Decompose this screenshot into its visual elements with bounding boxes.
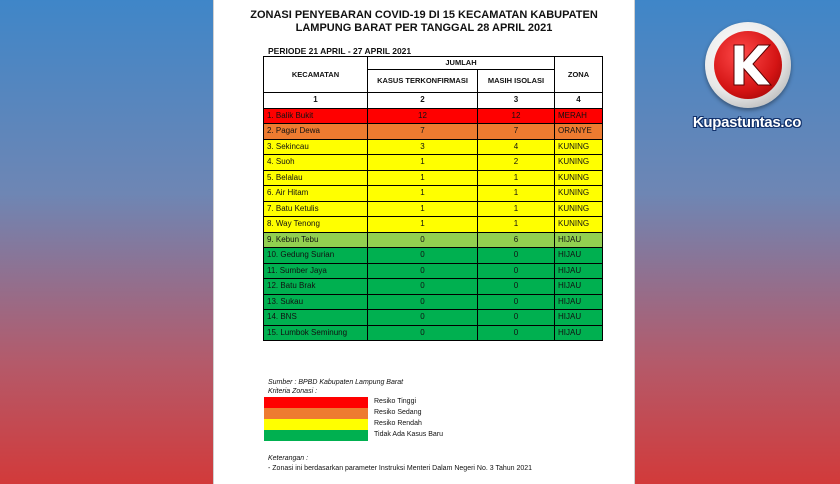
legend-label: Resiko Sedang [374,409,422,416]
cell-kasus: 1 [368,155,478,171]
table-row [264,170,603,186]
cell-zona: KUNING [555,155,603,171]
keterangan-text: - Zonasi ini berdasarkan parameter Instruksi Menteri Dalam Negeri No. 3 Tahun 2021 [268,465,533,472]
cell-kecamatan: 2. Pagar Dewa [264,124,368,140]
cell-kecamatan: 6. Air Hitam [264,186,368,202]
cell-kecamatan: 5. Belalau [264,170,368,186]
legend-swatch [264,408,368,419]
cell-kecamatan: 9. Kebun Tebu [264,232,368,248]
kriteria-label: Kriteria Zonasi : [268,388,318,395]
cell-kasus: 0 [368,294,478,310]
table-row [264,279,603,295]
document-title [214,9,634,35]
table-row [264,294,603,310]
cell-kecamatan: 11. Sumber Jaya [264,263,368,279]
cell-zona: KUNING [555,186,603,202]
cell-isolasi: 0 [478,325,555,341]
legend-label: Tidak Ada Kasus Baru [374,431,444,438]
cell-kasus: 3 [368,139,478,155]
cell-kasus: 0 [368,232,478,248]
title-line-2: LAMPUNG BARAT PER TANGGAL 28 APRIL 2021 [295,22,553,34]
cell-isolasi: 1 [478,201,555,217]
cell-kasus: 0 [368,248,478,264]
cell-kasus: 0 [368,310,478,326]
cell-isolasi: 0 [478,294,555,310]
legend-swatch [264,419,368,430]
cell-zona: HIJAU [555,263,603,279]
source-text: Sumber : BPBD Kabupaten Lampung Barat [268,379,404,386]
cell-zona: KUNING [555,139,603,155]
logo-wordmark: Kupastuntas.co [692,114,802,131]
legend-label: Resiko Rendah [374,420,422,427]
cell-kecamatan: 15. Lumbok Seminung [264,325,368,341]
legend-swatch [264,397,368,408]
cell-kecamatan: 10. Gedung Surian [264,248,368,264]
cell-zona: KUNING [555,201,603,217]
table-row [264,186,603,202]
cell-kasus: 1 [368,201,478,217]
legend-label: Resiko Tinggi [374,398,417,405]
table-row [264,325,603,341]
cell-kecamatan: 12. Batu Brak [264,279,368,295]
cell-isolasi: 1 [478,170,555,186]
cell-kasus: 1 [368,186,478,202]
header-num-4: 4 [555,93,603,109]
cell-isolasi: 0 [478,263,555,279]
table-row [264,248,603,264]
cell-zona: HIJAU [555,294,603,310]
cell-kasus: 1 [368,217,478,233]
header-kecamatan: KECAMATAN [264,57,368,93]
cell-isolasi: 12 [478,108,555,124]
table-row [264,124,603,140]
cell-kasus: 0 [368,279,478,295]
periode-label: PERIODE 21 APRIL - 27 APRIL 2021 [268,46,412,56]
cell-zona: HIJAU [555,232,603,248]
cell-zona: ORANYE [555,124,603,140]
cell-isolasi: 0 [478,279,555,295]
header-isolasi: MASIH ISOLASI [478,70,555,93]
k-logo-icon [714,31,782,99]
table-row [264,139,603,155]
source-note [268,378,403,396]
header-num-1: 1 [264,93,368,109]
cell-kasus: 1 [368,170,478,186]
cell-kecamatan: 14. BNS [264,310,368,326]
cell-kecamatan: 4. Suoh [264,155,368,171]
title-line-1: ZONASI PENYEBARAN COVID-19 DI 15 KECAMATAN KABUPATEN [250,9,598,21]
cell-isolasi: 0 [478,248,555,264]
logo-badge [705,22,791,108]
header-kasus: KASUS TERKONFIRMASI [368,70,478,93]
table-row [264,155,603,171]
cell-zona: HIJAU [555,310,603,326]
zonasi-table [263,56,603,341]
cell-isolasi: 2 [478,155,555,171]
cell-kasus: 0 [368,325,478,341]
keterangan-label: Keterangan : [268,455,309,462]
cell-zona: HIJAU [555,248,603,264]
cell-kasus: 12 [368,108,478,124]
cell-kasus: 7 [368,124,478,140]
cell-kecamatan: 8. Way Tenong [264,217,368,233]
table-row [264,108,603,124]
keterangan-note [268,454,532,474]
table-row [264,201,603,217]
header-zona: ZONA [555,57,603,93]
cell-zona: HIJAU [555,279,603,295]
zonasi-table-body [264,108,603,341]
cell-isolasi: 1 [478,186,555,202]
table-row [264,217,603,233]
header-num-2: 2 [368,93,478,109]
cell-zona: HIJAU [555,325,603,341]
cell-isolasi: 1 [478,217,555,233]
cell-zona: MERAH [555,108,603,124]
site-logo[interactable] [688,22,806,142]
table-row [264,232,603,248]
cell-isolasi: 7 [478,124,555,140]
cell-kecamatan: 1. Balik Bukit [264,108,368,124]
cell-zona: KUNING [555,217,603,233]
document-sheet [213,0,635,484]
cell-kecamatan: 13. Sukau [264,294,368,310]
cell-isolasi: 6 [478,232,555,248]
table-row [264,263,603,279]
cell-kasus: 0 [368,263,478,279]
header-jumlah: JUMLAH [368,57,555,70]
cell-isolasi: 4 [478,139,555,155]
legend-swatch [264,430,368,441]
cell-zona: KUNING [555,170,603,186]
table-row [264,310,603,326]
cell-isolasi: 0 [478,310,555,326]
cell-kecamatan: 7. Batu Ketulis [264,201,368,217]
header-num-3: 3 [478,93,555,109]
cell-kecamatan: 3. Sekincau [264,139,368,155]
